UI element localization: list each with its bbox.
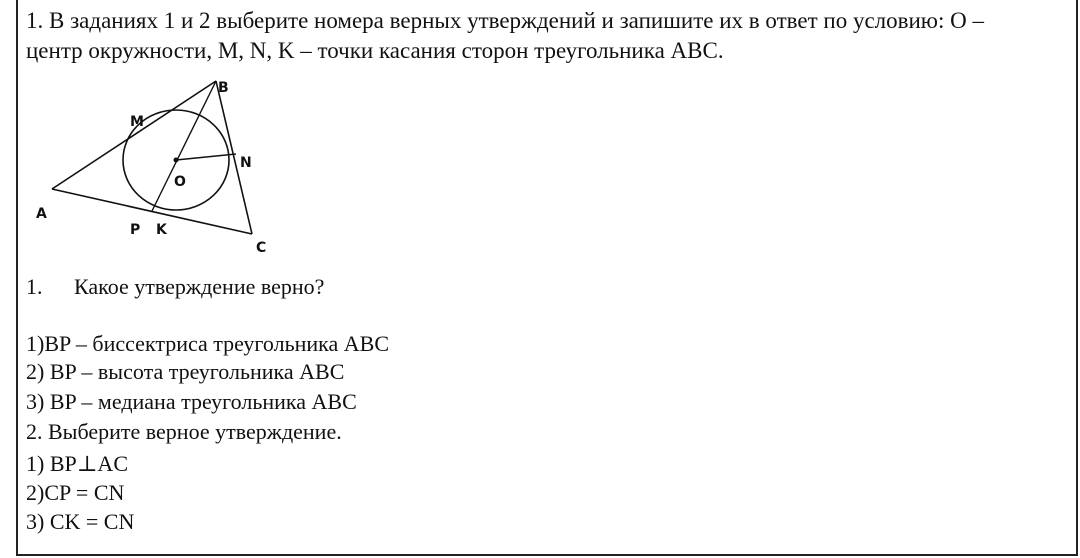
question-1-text: Какое утверждение верно? xyxy=(74,274,325,299)
question-1-option-3: 3) BP – медиана треугольника ABC xyxy=(26,389,357,414)
segment-bp xyxy=(152,81,216,211)
label-c: C xyxy=(256,240,267,256)
label-p: P xyxy=(130,222,141,238)
side-ab xyxy=(52,81,216,189)
task-intro-line-1: 1. В заданиях 1 и 2 выберите номера верных утверждений и запишите их в ответ по условию: О – xyxy=(26,8,984,33)
task-intro-line-2: центр окружности, M, N, K – точки касания сторон треугольника ABC. xyxy=(26,38,724,63)
question-1-option-2: 2) BP – высота треугольника ABC xyxy=(26,359,345,384)
label-b: B xyxy=(218,80,229,96)
triangle-figure xyxy=(20,74,320,264)
radius-on xyxy=(176,154,236,160)
center-point xyxy=(174,158,179,163)
label-k: K xyxy=(156,222,167,238)
task-intro xyxy=(26,6,1071,66)
question-2-text: 2. Выберите верное утверждение. xyxy=(26,419,342,444)
question-1-option-1: 1)BP – биссектриса треугольника ABC xyxy=(26,331,389,356)
question-2-option-2: 2)CP = CN xyxy=(26,480,125,505)
question-1-number: 1. xyxy=(26,274,43,299)
question-2-option-3: 3) CK = CN xyxy=(26,509,135,534)
question-2-option-1: 1) BP⊥AC xyxy=(26,451,128,476)
label-o: O xyxy=(174,174,186,190)
label-a: A xyxy=(36,206,47,222)
label-n: N xyxy=(240,155,252,171)
label-m: M xyxy=(130,114,144,130)
side-ac xyxy=(52,189,252,234)
triangle-diagram xyxy=(20,74,320,264)
